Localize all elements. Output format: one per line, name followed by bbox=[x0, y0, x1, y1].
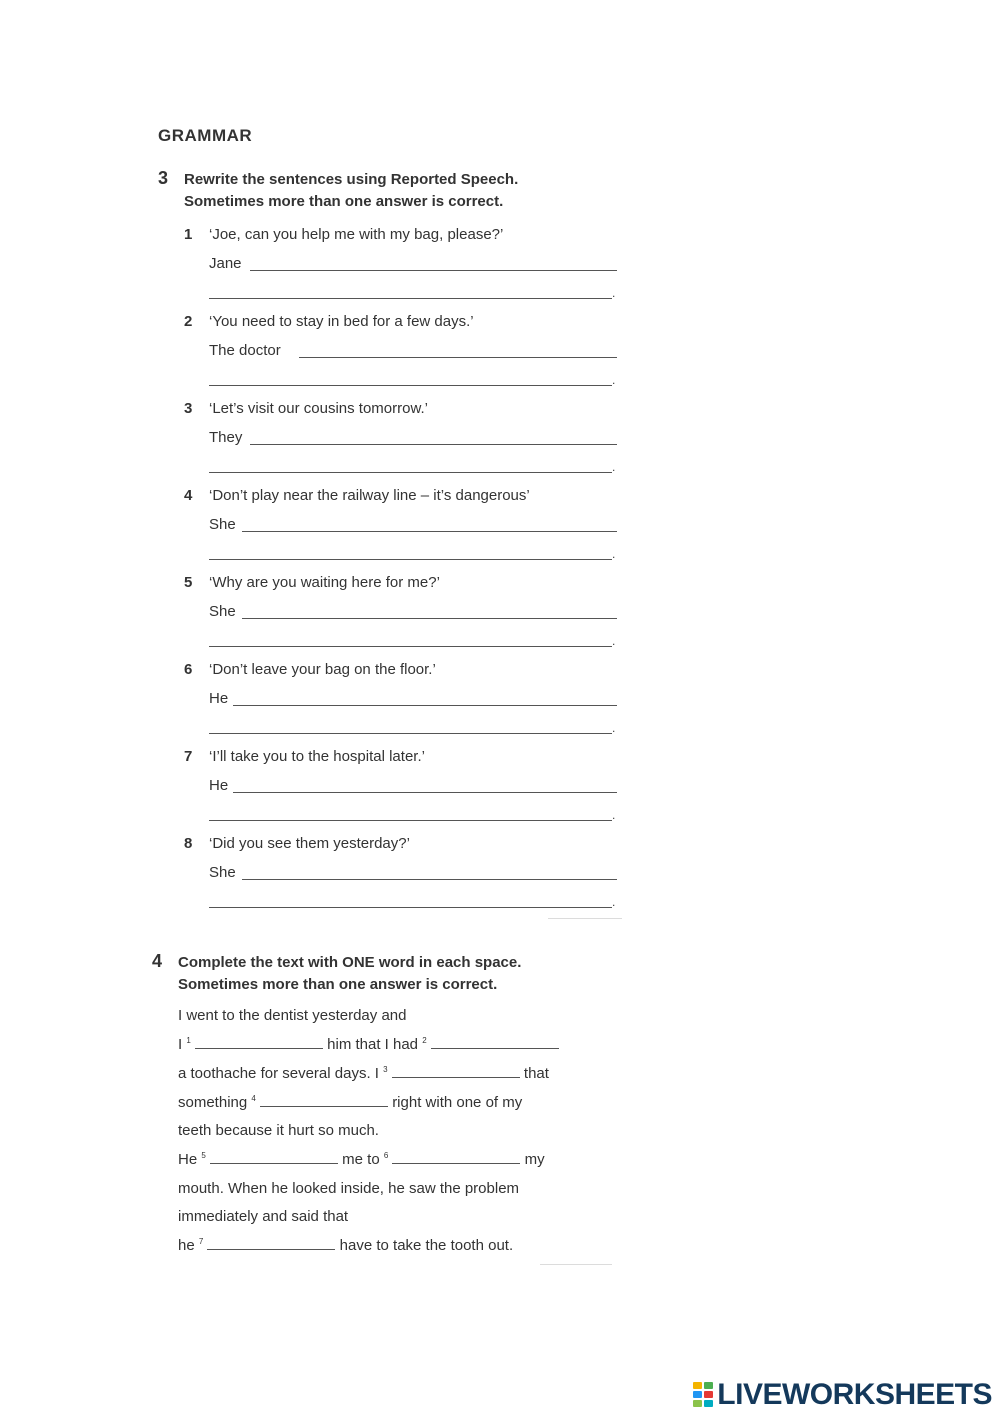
answer-line-1-input[interactable] bbox=[233, 792, 617, 793]
text-line-4 bbox=[178, 1094, 522, 1111]
section-heading: GRAMMAR bbox=[158, 126, 253, 145]
item-subject: He bbox=[209, 690, 229, 707]
full-stop: . bbox=[612, 373, 616, 387]
gap-4-input[interactable] bbox=[260, 1094, 388, 1107]
text-line-5: teeth because it hurt so much. bbox=[178, 1122, 379, 1139]
gap-number: 3 bbox=[383, 1065, 388, 1074]
full-stop: . bbox=[612, 721, 616, 735]
gap-3-input[interactable] bbox=[392, 1065, 520, 1078]
text-fragment: right with one of my bbox=[392, 1094, 523, 1111]
gap-2-input[interactable] bbox=[431, 1036, 559, 1049]
item-subject: They bbox=[209, 429, 243, 446]
item-quote: ‘Let’s visit our cousins tomorrow.’ bbox=[209, 400, 428, 417]
gap-6-input[interactable] bbox=[392, 1151, 520, 1164]
full-stop: . bbox=[612, 460, 616, 474]
item-number: 1 bbox=[184, 226, 193, 243]
text-line-1: I went to the dentist yesterday and bbox=[178, 1007, 407, 1024]
gap-number: 4 bbox=[251, 1094, 256, 1103]
instruction-line: Sometimes more than one answer is correct. bbox=[184, 193, 504, 210]
gap-1-input[interactable] bbox=[195, 1036, 323, 1049]
text-fragment: my bbox=[524, 1151, 545, 1168]
item-quote: ‘Did you see them yesterday?’ bbox=[209, 835, 410, 852]
gap-number: 6 bbox=[383, 1151, 389, 1160]
item-number: 4 bbox=[184, 487, 193, 504]
instruction-line: Rewrite the sentences using Reported Speech. bbox=[184, 171, 519, 188]
gap-5-input[interactable] bbox=[210, 1151, 338, 1164]
answer-line-2-input[interactable] bbox=[209, 472, 612, 473]
answer-line-2-input[interactable] bbox=[209, 733, 612, 734]
text-fragment: he bbox=[178, 1237, 195, 1254]
full-stop: . bbox=[612, 895, 616, 909]
item-number: 6 bbox=[184, 661, 193, 678]
answer-line-1-input[interactable] bbox=[242, 618, 617, 619]
logo-text: LIVEWORKSHEETS bbox=[717, 1378, 992, 1411]
item-subject: Jane bbox=[209, 255, 242, 272]
exercise-4-number: 4 bbox=[152, 951, 163, 971]
item-quote: ‘Don’t play near the railway line – it’s dangerous’ bbox=[209, 487, 530, 504]
full-stop: . bbox=[612, 634, 616, 648]
item-number: 5 bbox=[184, 574, 193, 591]
text-fragment: me to bbox=[342, 1151, 380, 1168]
gap-number: 2 bbox=[422, 1036, 427, 1045]
text-line-9 bbox=[178, 1237, 513, 1254]
answer-line-2-input[interactable] bbox=[209, 907, 612, 908]
item-subject: She bbox=[209, 603, 236, 620]
liveworksheets-logo bbox=[692, 1378, 992, 1412]
item-quote: ‘You need to stay in bed for a few days.’ bbox=[209, 313, 474, 330]
logo-icon bbox=[692, 1381, 714, 1407]
text-line-7: mouth. When he looked inside, he saw the problem bbox=[178, 1180, 520, 1197]
item-quote: ‘Why are you waiting here for me?’ bbox=[209, 574, 440, 591]
gap-number: 7 bbox=[198, 1237, 204, 1246]
instruction-line: Complete the text with ONE word in each space. bbox=[178, 954, 522, 971]
item-quote: ‘I’ll take you to the hospital later.’ bbox=[209, 748, 425, 765]
answer-line-1-input[interactable] bbox=[299, 357, 617, 358]
exercise-4-instruction bbox=[178, 952, 521, 996]
answer-line-1-input[interactable] bbox=[233, 705, 617, 706]
text-fragment: have to take the tooth out. bbox=[339, 1237, 514, 1254]
text-line-3 bbox=[178, 1065, 549, 1082]
exercise-3-instruction bbox=[184, 169, 518, 213]
gap-number: 1 bbox=[186, 1036, 191, 1045]
item-subject: She bbox=[209, 516, 236, 533]
text-fragment: He bbox=[178, 1151, 198, 1168]
exercise-3-number: 3 bbox=[158, 168, 169, 188]
item-subject: She bbox=[209, 864, 236, 881]
text-line-2 bbox=[178, 1036, 559, 1053]
item-number: 3 bbox=[184, 400, 193, 417]
item-number: 7 bbox=[184, 748, 193, 765]
full-stop: . bbox=[612, 547, 616, 561]
full-stop: . bbox=[612, 808, 616, 822]
score-line bbox=[548, 918, 622, 919]
item-number: 2 bbox=[184, 313, 193, 330]
text-fragment: him that I had bbox=[327, 1036, 419, 1053]
item-subject: The doctor bbox=[209, 342, 281, 359]
item-subject: He bbox=[209, 777, 229, 794]
answer-line-1-input[interactable] bbox=[250, 270, 617, 271]
text-fragment: that bbox=[523, 1065, 549, 1082]
text-fragment: something bbox=[178, 1094, 248, 1111]
answer-line-2-input[interactable] bbox=[209, 385, 612, 386]
instruction-line: Sometimes more than one answer is correct. bbox=[178, 976, 498, 993]
gap-7-input[interactable] bbox=[207, 1237, 335, 1250]
score-line bbox=[540, 1264, 612, 1265]
item-quote: ‘Joe, can you help me with my bag, please?’ bbox=[209, 226, 504, 243]
answer-line-1-input[interactable] bbox=[242, 879, 617, 880]
answer-line-1-input[interactable] bbox=[250, 444, 617, 445]
item-quote: ‘Don’t leave your bag on the floor.’ bbox=[209, 661, 436, 678]
text-line-8: immediately and said that bbox=[178, 1208, 349, 1225]
answer-line-2-input[interactable] bbox=[209, 646, 612, 647]
text-fragment: I bbox=[178, 1036, 183, 1053]
answer-line-2-input[interactable] bbox=[209, 298, 612, 299]
text-line-6 bbox=[178, 1151, 545, 1168]
answer-line-2-input[interactable] bbox=[209, 559, 612, 560]
text-fragment: a toothache for several days. I bbox=[178, 1065, 379, 1082]
full-stop: . bbox=[612, 286, 616, 300]
answer-line-1-input[interactable] bbox=[242, 531, 617, 532]
gap-number: 5 bbox=[201, 1151, 206, 1160]
answer-line-2-input[interactable] bbox=[209, 820, 612, 821]
item-number: 8 bbox=[184, 835, 193, 852]
